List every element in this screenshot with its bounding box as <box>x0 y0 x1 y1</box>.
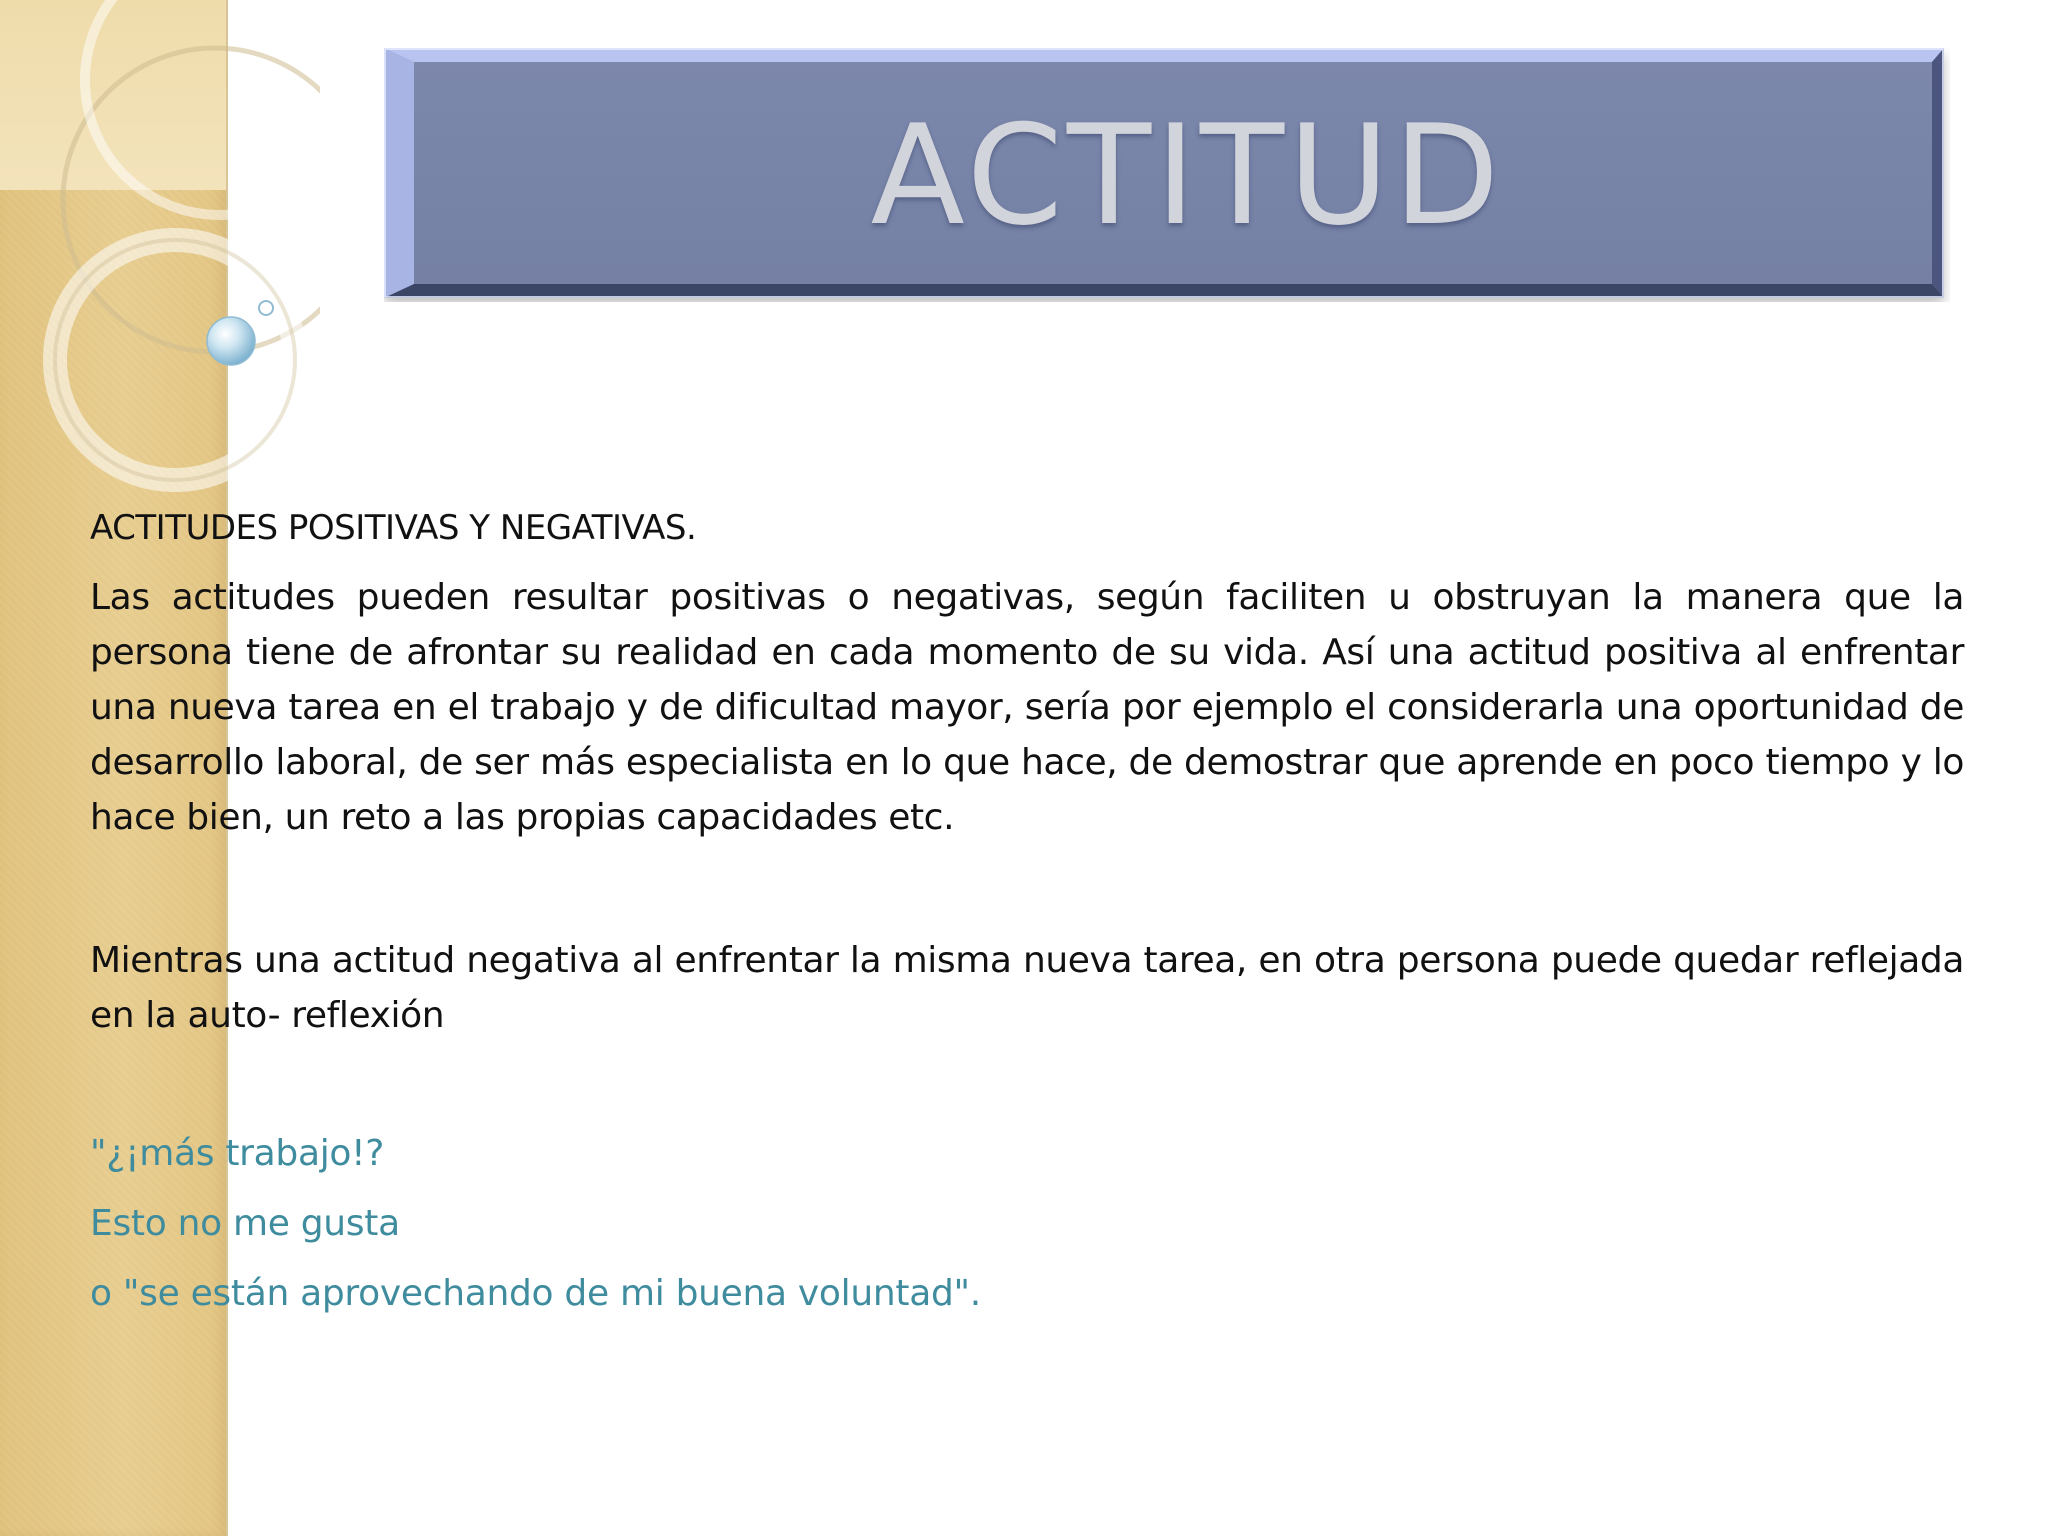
title-banner <box>384 48 1950 302</box>
ring-thick-shade <box>55 240 295 480</box>
quote-line: Esto no me gusta <box>90 1203 400 1244</box>
quote-line: "¿¡más trabajo!? <box>90 1133 385 1174</box>
section-heading: ACTITUDES POSITIVAS Y NEGATIVAS. <box>90 508 697 548</box>
slide-title: ACTITUD <box>870 94 1504 256</box>
quote-line: o "se están aprovechando de mi buena voluntad". <box>90 1273 981 1314</box>
bubble-large <box>207 317 255 365</box>
paragraph-positive-attitude: Las actitudes pueden resultar positivas o negativas, según faciliten u obstruyan la manera que la persona tiene de afrontar su realidad en cada momento de su vida. Así una actitud positiva al enfrentar una nueva tarea en el trabajo y de dificultad mayor, sería por ejemplo el considerarla una oportunidad de desarrollo laboral, de ser más especialista en lo que hace, de demostrar que aprende en poco tiempo y lo hace bien, un reto a las propias capacidades etc. <box>90 577 1964 838</box>
slide-content <box>90 498 1964 1329</box>
bubble-small <box>259 301 273 315</box>
ring-decoration <box>0 0 320 520</box>
quote-list <box>90 1119 1964 1329</box>
ring-inner <box>85 0 320 215</box>
paragraph-negative-attitude: Mientras una actitud negativa al enfrentar la misma nueva tarea, en otra persona puede quedar reflejada en la auto- reflexión <box>90 940 1964 1036</box>
